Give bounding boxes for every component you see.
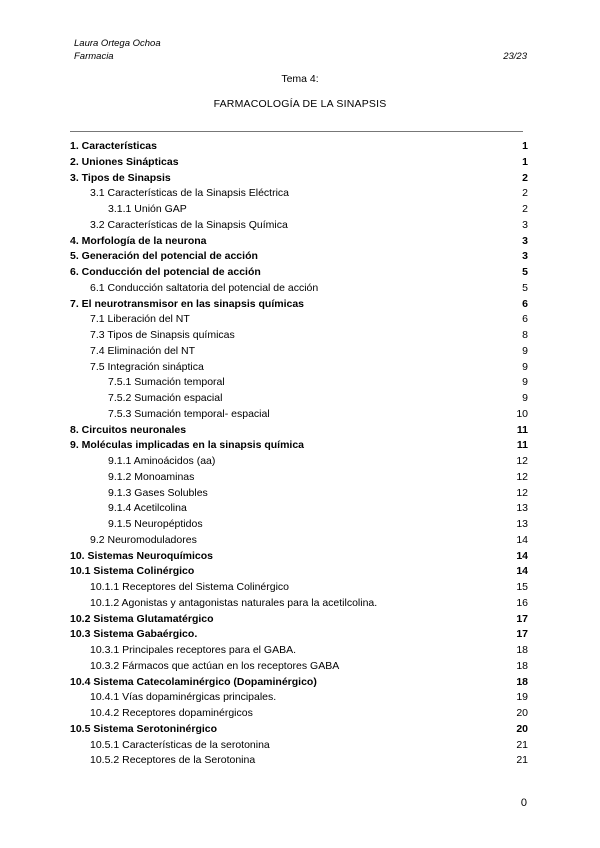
toc-entry-title: 10.4.2 Receptores dopaminérgicos (90, 707, 253, 719)
toc-entry[interactable] (70, 643, 528, 659)
toc-entry-title: 9.2 Neuromoduladores (90, 533, 197, 546)
toc-entry-title: 9.1.1 Aminoácidos (aa) (108, 455, 216, 467)
toc-entry-title: 3.2 Características de la Sinapsis Química (90, 218, 288, 231)
toc-entry-title: 7.5 Integración sináptica (90, 360, 204, 373)
toc-entry-title: 7.3 Tipos de Sinapsis químicas (90, 329, 235, 341)
toc-entry[interactable] (70, 454, 528, 470)
toc-entry-page: 21 (516, 754, 528, 767)
toc-entry-page: 13 (516, 518, 528, 530)
toc-entry-page: 8 (522, 329, 528, 341)
toc-entry[interactable] (70, 265, 528, 281)
toc-entry-page: 20 (516, 707, 528, 719)
toc-entry[interactable] (70, 281, 528, 297)
toc-entry-page: 5 (522, 266, 528, 278)
toc-entry[interactable] (70, 690, 528, 706)
toc-entry-page: 1 (522, 155, 528, 168)
toc-entry[interactable] (70, 202, 528, 218)
toc-entry[interactable] (70, 470, 528, 486)
toc-entry[interactable] (70, 596, 528, 612)
toc-entry[interactable] (70, 659, 528, 675)
toc-entry-page: 18 (516, 644, 528, 656)
toc-entry-page: 18 (516, 659, 528, 672)
toc-entry[interactable] (70, 391, 528, 407)
toc-entry-title: 10.1.2 Agonistas y antagonistas naturales para la acetilcolina. (90, 596, 378, 609)
toc-entry-title: 9.1.5 Neuropéptidos (108, 518, 203, 530)
toc-entry-page: 13 (516, 502, 528, 515)
toc-entry[interactable] (70, 171, 528, 187)
toc-entry-title: 10.4 Sistema Catecolaminérgico (Dopaminérgico) (70, 675, 317, 688)
toc-entry[interactable] (70, 549, 528, 565)
toc-entry-page: 9 (522, 392, 528, 404)
toc-entry[interactable] (70, 218, 528, 234)
toc-entry-title: 3.1 Características de la Sinapsis Eléctrica (90, 187, 290, 200)
toc-entry-page: 14 (516, 565, 528, 578)
toc-entry-title: 6. Conducción del potencial de acción (70, 266, 261, 278)
toc-entry-page: 14 (516, 549, 528, 562)
toc-entry-title: 10.5.1 Características de la serotonina (90, 738, 270, 751)
toc-entry-title: 3.1.1 Unión GAP (108, 203, 187, 215)
header-course: Farmacia (74, 51, 114, 62)
toc-entry-page: 18 (516, 675, 528, 688)
toc-entry-page: 17 (516, 628, 528, 641)
toc-entry[interactable] (70, 360, 528, 376)
toc-entry[interactable] (70, 375, 528, 391)
toc-entry-page: 9 (522, 360, 528, 373)
toc-entry[interactable] (70, 328, 528, 344)
toc-entry[interactable] (70, 486, 528, 502)
toc-entry-title: 2. Uniones Sinápticas (70, 155, 179, 168)
toc-entry[interactable] (70, 753, 528, 769)
toc-entry-title: 4. Morfología de la neurona (70, 234, 207, 247)
topic-label: Tema 4: (281, 73, 319, 85)
toc-entry-title: 3. Tipos de Sinapsis (70, 171, 171, 184)
document-title: FARMACOLOGÍA DE LA SINAPSIS (213, 98, 387, 110)
toc-entry-page: 14 (516, 533, 528, 546)
toc-entry-page: 10 (516, 407, 528, 420)
toc-entry[interactable] (70, 564, 528, 580)
toc-entry-title: 10.5 Sistema Serotoninérgico (70, 722, 218, 735)
toc-entry-title: 7.5.2 Sumación espacial (108, 392, 223, 404)
toc-entry-title: 10.2 Sistema Glutamatérgico (70, 612, 214, 625)
toc-entry-title: 10.3.2 Fármacos que actúan en los receptores GABA (90, 659, 340, 672)
toc-entry-title: 8. Circuitos neuronales (70, 423, 187, 436)
toc-entry-page: 3 (522, 218, 528, 231)
toc-entry-page: 12 (516, 486, 528, 499)
toc-entry-page: 12 (516, 455, 528, 467)
toc-entry[interactable] (70, 155, 528, 171)
toc-entry-title: 6.1 Conducción saltatoria del potencial de acción (90, 281, 319, 294)
toc-entry-title: 10. Sistemas Neuroquímicos (70, 549, 213, 562)
toc-entry-page: 20 (516, 722, 528, 735)
toc-entry-page: 11 (516, 439, 528, 452)
toc-entry[interactable] (70, 533, 528, 549)
toc-entry[interactable] (70, 139, 528, 155)
toc-entry-title: 10.3 Sistema Gabaérgico. (70, 628, 198, 641)
toc-entry-page: 21 (516, 738, 528, 751)
toc-entry-title: 10.3.1 Principales receptores para el GABA. (90, 644, 297, 656)
toc-entry[interactable] (70, 186, 528, 202)
toc-entry[interactable] (70, 423, 528, 439)
toc-entry[interactable] (70, 407, 528, 423)
toc-entry-title: 10.4.1 Vías dopaminérgicas principales. (90, 691, 277, 704)
toc-entry-page: 19 (516, 691, 528, 704)
toc-entry-title: 5. Generación del potencial de acción (70, 250, 258, 263)
header-page-count: 23/23 (503, 51, 527, 62)
toc-entry-page: 3 (522, 250, 528, 263)
footer-page-number: 0 (520, 797, 527, 809)
toc-entry[interactable] (70, 234, 528, 250)
toc-entry-page: 2 (522, 187, 528, 200)
toc-entry-page: 6 (522, 313, 528, 326)
toc-entry[interactable] (70, 675, 528, 691)
toc-entry-title: 7.5.1 Sumación temporal (108, 376, 225, 389)
toc-entry[interactable] (70, 438, 528, 454)
toc-entry[interactable] (70, 312, 528, 328)
toc-entry[interactable] (70, 344, 528, 360)
toc-entry-page: 17 (516, 612, 528, 625)
toc-entry-title: 9.1.3 Gases Solubles (108, 486, 208, 499)
toc-entry-title: 7.5.3 Sumación temporal- espacial (108, 407, 270, 420)
toc-entry-page: 1 (522, 140, 528, 152)
toc-entry[interactable] (70, 517, 528, 533)
toc-entry-page: 16 (516, 596, 528, 609)
toc-entry[interactable] (70, 706, 528, 722)
title-divider (70, 131, 523, 132)
toc-entry-page: 2 (522, 203, 528, 215)
toc-entry[interactable] (70, 249, 528, 265)
toc-entry-title: 10.5.2 Receptores de la Serotonina (90, 754, 256, 767)
toc-entry-title: 9. Moléculas implicadas en la sinapsis química (70, 439, 305, 452)
toc-entry[interactable] (70, 612, 528, 628)
table-of-contents (70, 139, 528, 769)
toc-entry-title: 7.1 Liberación del NT (90, 313, 190, 326)
toc-entry-title: 9.1.2 Monoaminas (108, 470, 195, 483)
header-author: Laura Ortega Ochoa (74, 38, 161, 49)
toc-entry[interactable] (70, 627, 528, 643)
toc-entry-page: 6 (522, 297, 528, 310)
toc-entry-page: 9 (522, 376, 528, 389)
toc-entry-page: 11 (516, 423, 528, 436)
toc-entry-title: 9.1.4 Acetilcolina (108, 502, 187, 515)
toc-entry-page: 9 (522, 344, 528, 357)
toc-entry-page: 3 (522, 234, 528, 247)
toc-entry-page: 2 (522, 171, 528, 184)
toc-entry-title: 7.4 Eliminación del NT (90, 344, 196, 357)
toc-entry[interactable] (70, 722, 528, 738)
toc-entry-page: 15 (516, 581, 528, 593)
toc-entry-title: 7. El neurotransmisor en las sinapsis químicas (70, 297, 305, 310)
toc-entry-page: 12 (516, 470, 528, 483)
toc-entry-title: 10.1.1 Receptores del Sistema Colinérgico (90, 581, 290, 593)
toc-entry[interactable] (70, 738, 528, 754)
toc-entry-title: 1. Características (70, 140, 157, 152)
toc-entry[interactable] (70, 501, 528, 517)
toc-entry[interactable] (70, 297, 528, 313)
toc-entry[interactable] (70, 580, 528, 596)
toc-entry-title: 10.1 Sistema Colinérgico (70, 565, 195, 578)
toc-entry-page: 5 (522, 281, 528, 294)
